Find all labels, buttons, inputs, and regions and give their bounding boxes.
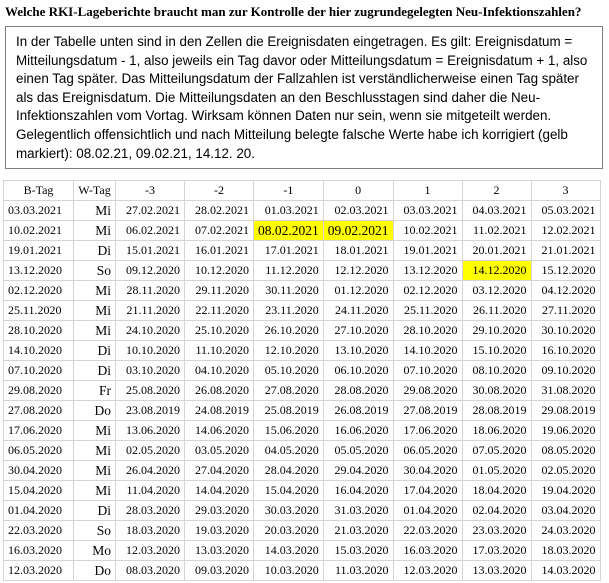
header-cell[interactable]: -1 xyxy=(254,181,324,201)
date-cell[interactable]: 20.01.2021 xyxy=(462,241,531,261)
date-cell[interactable]: 30.08.2020 xyxy=(462,381,531,401)
date-cell[interactable]: 18.06.2020 xyxy=(462,421,531,441)
date-cell[interactable]: 17.04.2020 xyxy=(393,481,462,501)
date-cell[interactable]: 11.03.2020 xyxy=(323,561,393,581)
table-row xyxy=(4,481,601,501)
date-cell[interactable]: 06.05.2020 xyxy=(393,441,462,461)
date-cell[interactable]: 05.05.2020 xyxy=(323,441,393,461)
date-cell[interactable]: 18.01.2021 xyxy=(323,241,393,261)
table-row xyxy=(4,561,601,581)
date-cell[interactable]: 10.12.2020 xyxy=(185,261,254,281)
table-row xyxy=(4,401,601,421)
date-cell[interactable]: 17.03.2020 xyxy=(462,541,531,561)
date-cell[interactable]: 30.11.2020 xyxy=(254,281,324,301)
date-cell[interactable]: 30.10.2020 xyxy=(531,321,600,341)
date-cell[interactable]: 29.08.2019 xyxy=(531,401,600,421)
wtag-cell[interactable]: Di xyxy=(74,361,116,381)
date-cell[interactable]: 15.01.2021 xyxy=(116,241,185,261)
date-cell[interactable]: 27.10.2020 xyxy=(323,321,393,341)
date-cell[interactable]: 21.11.2020 xyxy=(116,301,185,321)
date-cell[interactable]: 07.02.2021 xyxy=(185,221,254,241)
date-cell[interactable]: 19.03.2020 xyxy=(185,521,254,541)
header-cell[interactable]: -2 xyxy=(185,181,254,201)
date-cell[interactable]: 25.10.2020 xyxy=(185,321,254,341)
textbox-line: markiert): 08.02.21, 09.02.21, 14.12. 20. xyxy=(16,145,255,161)
date-cell[interactable]: 02.05.2020 xyxy=(531,461,600,481)
date-cell[interactable]: 10.03.2020 xyxy=(254,561,324,581)
date-cell[interactable]: 18.03.2020 xyxy=(116,521,185,541)
date-cell[interactable]: 26.10.2020 xyxy=(254,321,324,341)
date-cell[interactable]: 01.04.2020 xyxy=(393,501,462,521)
sheet-title: Welche RKI-Lageberichte braucht man zur Kontrolle der hier zugrundegelegten Neu-Infektionszahlen? xyxy=(5,4,582,19)
wtag-cell[interactable]: Di xyxy=(74,241,116,261)
date-cell[interactable]: 12.02.2021 xyxy=(531,221,600,241)
explanation-textbox[interactable] xyxy=(5,26,603,169)
date-cell[interactable]: 08.03.2020 xyxy=(116,561,185,581)
btag-cell[interactable]: 13.12.2020 xyxy=(4,261,74,281)
btag-cell[interactable]: 27.08.2020 xyxy=(4,401,74,421)
date-cell[interactable]: 28.02.2021 xyxy=(185,201,254,221)
date-cell[interactable]: 07.05.2020 xyxy=(462,441,531,461)
wtag-cell[interactable]: Do xyxy=(74,561,116,581)
date-cell[interactable]: 29.11.2020 xyxy=(185,281,254,301)
date-cell[interactable]: 13.06.2020 xyxy=(116,421,185,441)
wtag-cell[interactable]: Mi xyxy=(74,461,116,481)
wtag-cell[interactable]: Fr xyxy=(74,381,116,401)
date-cell[interactable]: 27.02.2021 xyxy=(116,201,185,221)
table-row xyxy=(4,521,601,541)
date-cell[interactable]: 16.10.2020 xyxy=(531,341,600,361)
table-row xyxy=(4,421,601,441)
table-row xyxy=(4,301,601,321)
wtag-cell[interactable]: Do xyxy=(74,401,116,421)
date-cell[interactable]: 25.08.2019 xyxy=(254,401,324,421)
date-cell[interactable]: 22.03.2020 xyxy=(393,521,462,541)
date-cell[interactable]: 03.03.2021 xyxy=(393,201,462,221)
date-cell[interactable]: 15.12.2020 xyxy=(531,261,600,281)
wtag-cell[interactable]: Mo xyxy=(74,541,116,561)
date-cell[interactable]: 06.10.2020 xyxy=(323,361,393,381)
header-cell[interactable]: 0 xyxy=(323,181,393,201)
date-cell[interactable]: 04.05.2020 xyxy=(254,441,324,461)
btag-cell[interactable]: 16.03.2020 xyxy=(4,541,74,561)
date-cell[interactable]: 23.11.2020 xyxy=(254,301,324,321)
date-cell[interactable]: 30.03.2020 xyxy=(254,501,324,521)
header-cell[interactable]: 1 xyxy=(393,181,462,201)
btag-cell[interactable]: 10.02.2021 xyxy=(4,221,74,241)
date-cell[interactable]: 11.12.2020 xyxy=(254,261,324,281)
date-cell[interactable]: 14.04.2020 xyxy=(185,481,254,501)
table-row xyxy=(4,501,601,521)
wtag-cell[interactable]: Di xyxy=(74,341,116,361)
btag-cell[interactable]: 06.05.2020 xyxy=(4,441,74,461)
textbox-line: als das Ereignisdatum. Die Mitteilungsdaten an den Beschlusstagen sind daher die Neu- xyxy=(16,89,541,105)
table-row xyxy=(4,221,601,241)
date-cell[interactable]: 17.01.2021 xyxy=(254,241,324,261)
date-cell[interactable]: 14.03.2020 xyxy=(531,561,600,581)
date-cell[interactable]: 18.04.2020 xyxy=(462,481,531,501)
date-cell[interactable]: 20.03.2020 xyxy=(254,521,324,541)
date-cell[interactable]: 12.03.2020 xyxy=(393,561,462,581)
date-cell[interactable]: 26.08.2020 xyxy=(185,381,254,401)
date-cell[interactable]: 29.03.2020 xyxy=(185,501,254,521)
date-cell[interactable]: 14.10.2020 xyxy=(393,341,462,361)
header-row xyxy=(4,181,601,201)
btag-cell[interactable]: 14.10.2020 xyxy=(4,341,74,361)
date-cell[interactable]: 13.10.2020 xyxy=(323,341,393,361)
table-row xyxy=(4,241,601,261)
btag-cell[interactable]: 07.10.2020 xyxy=(4,361,74,381)
date-cell[interactable]: 05.03.2021 xyxy=(531,201,600,221)
btag-cell[interactable]: 12.03.2020 xyxy=(4,561,74,581)
date-cell[interactable]: 05.10.2020 xyxy=(254,361,324,381)
date-cell[interactable]: 29.04.2020 xyxy=(323,461,393,481)
table-row xyxy=(4,261,601,281)
date-cell[interactable]: 04.12.2020 xyxy=(531,281,600,301)
date-cell[interactable]: 24.08.2019 xyxy=(185,401,254,421)
date-cell[interactable]: 29.10.2020 xyxy=(462,321,531,341)
date-cell[interactable]: 27.11.2020 xyxy=(531,301,600,321)
table-row xyxy=(4,341,601,361)
date-cell[interactable]: 01.12.2020 xyxy=(323,281,393,301)
date-cell[interactable]: 25.11.2020 xyxy=(393,301,462,321)
date-cell[interactable]: 26.04.2020 xyxy=(116,461,185,481)
date-cell[interactable]: 12.10.2020 xyxy=(254,341,324,361)
header-cell[interactable]: W-Tag xyxy=(74,181,116,201)
date-cell[interactable]: 24.10.2020 xyxy=(116,321,185,341)
date-cell[interactable]: 13.12.2020 xyxy=(393,261,462,281)
btag-cell[interactable]: 22.03.2020 xyxy=(4,521,74,541)
date-cell[interactable]: 16.01.2021 xyxy=(185,241,254,261)
btag-cell[interactable]: 02.12.2020 xyxy=(4,281,74,301)
date-cell[interactable]: 14.06.2020 xyxy=(185,421,254,441)
btag-cell[interactable]: 19.01.2021 xyxy=(4,241,74,261)
date-cell[interactable]: 10.10.2020 xyxy=(116,341,185,361)
wtag-cell[interactable]: So xyxy=(74,521,116,541)
date-cell[interactable]: 29.08.2020 xyxy=(393,381,462,401)
textbox-line: In der Tabelle unten sind in den Zellen die Ereignisdaten eingetragen. Es gilt: Ereignisdatum = xyxy=(16,34,573,49)
date-cell[interactable]: 15.06.2020 xyxy=(254,421,324,441)
date-cell[interactable]: 28.03.2020 xyxy=(116,501,185,521)
date-cell[interactable]: 30.04.2020 xyxy=(393,461,462,481)
date-cell[interactable]: 11.10.2020 xyxy=(185,341,254,361)
date-cell[interactable]: 16.04.2020 xyxy=(323,481,393,501)
wtag-cell[interactable]: So xyxy=(74,261,116,281)
wtag-cell[interactable]: Mi xyxy=(74,201,116,221)
date-cell[interactable]: 02.05.2020 xyxy=(116,441,185,461)
date-cell[interactable]: 07.10.2020 xyxy=(393,361,462,381)
date-cell[interactable]: 23.03.2020 xyxy=(462,521,531,541)
date-cell[interactable]: 26.11.2020 xyxy=(462,301,531,321)
wtag-cell[interactable]: Mi xyxy=(74,281,116,301)
date-cell[interactable]: 19.01.2021 xyxy=(393,241,462,261)
date-cell[interactable]: 08.10.2020 xyxy=(462,361,531,381)
date-cell[interactable]: 04.03.2021 xyxy=(462,201,531,221)
date-cell[interactable]: 26.08.2019 xyxy=(323,401,393,421)
date-cell[interactable]: 23.08.2019 xyxy=(116,401,185,421)
table-row xyxy=(4,321,601,341)
date-cell[interactable]: 21.01.2021 xyxy=(531,241,600,261)
date-cell[interactable]: 02.12.2020 xyxy=(393,281,462,301)
wtag-cell[interactable]: Mi xyxy=(74,441,116,461)
date-cell[interactable]: 03.12.2020 xyxy=(462,281,531,301)
date-cell[interactable]: 04.10.2020 xyxy=(185,361,254,381)
date-cell[interactable]: 18.03.2020 xyxy=(531,541,600,561)
date-cell[interactable]: 09.02.2021 xyxy=(323,221,393,241)
date-cell[interactable]: 02.03.2021 xyxy=(323,201,393,221)
date-table xyxy=(3,180,601,581)
date-cell[interactable]: 08.02.2021 xyxy=(254,221,324,241)
header-cell[interactable]: 3 xyxy=(531,181,600,201)
date-cell[interactable]: 02.04.2020 xyxy=(462,501,531,521)
textbox-line: einen Tag später. Das Mitteilungsdatum der Fallzahlen ist verständlicherweise einen Tag später xyxy=(16,71,579,87)
header-cell[interactable]: -3 xyxy=(116,181,185,201)
date-cell[interactable]: 15.04.2020 xyxy=(254,481,324,501)
table-row xyxy=(4,461,601,481)
date-cell[interactable]: 27.08.2020 xyxy=(254,381,324,401)
date-cell[interactable]: 14.03.2020 xyxy=(254,541,324,561)
wtag-cell[interactable]: Mi xyxy=(74,421,116,441)
btag-cell[interactable]: 01.04.2020 xyxy=(4,501,74,521)
date-cell[interactable]: 28.04.2020 xyxy=(254,461,324,481)
btag-cell[interactable]: 29.08.2020 xyxy=(4,381,74,401)
date-cell[interactable]: 01.05.2020 xyxy=(462,461,531,481)
date-cell[interactable]: 09.03.2020 xyxy=(185,561,254,581)
date-cell[interactable]: 28.08.2020 xyxy=(323,381,393,401)
textbox-line: Mitteilungsdatum - 1, also jeweils ein Tag davor oder Mitteilungsdatum = Ereignisdatum + 1, also xyxy=(16,52,588,68)
date-cell[interactable]: 21.03.2020 xyxy=(323,521,393,541)
wtag-cell[interactable]: Mi xyxy=(74,321,116,341)
date-cell[interactable]: 09.12.2020 xyxy=(116,261,185,281)
textbox-line: Infektionszahlen vom Vortag. Wirksam können Daten nur sein, wenn sie mitgeteilt werden. xyxy=(16,108,552,124)
date-cell[interactable]: 24.03.2020 xyxy=(531,521,600,541)
btag-cell[interactable]: 28.10.2020 xyxy=(4,321,74,341)
table-row xyxy=(4,441,601,461)
btag-cell[interactable]: 17.06.2020 xyxy=(4,421,74,441)
header-cell[interactable]: 2 xyxy=(462,181,531,201)
table-row xyxy=(4,541,601,561)
date-cell[interactable]: 24.11.2020 xyxy=(323,301,393,321)
table-row xyxy=(4,201,601,221)
date-cell[interactable]: 06.02.2021 xyxy=(116,221,185,241)
date-cell[interactable]: 17.06.2020 xyxy=(393,421,462,441)
date-cell[interactable]: 31.08.2020 xyxy=(531,381,600,401)
date-cell[interactable]: 16.03.2020 xyxy=(393,541,462,561)
date-cell[interactable]: 22.11.2020 xyxy=(185,301,254,321)
date-cell[interactable]: 01.03.2021 xyxy=(254,201,324,221)
btag-cell[interactable]: 25.11.2020 xyxy=(4,301,74,321)
header-cell[interactable]: B-Tag xyxy=(4,181,74,201)
date-cell[interactable]: 27.04.2020 xyxy=(185,461,254,481)
btag-cell[interactable]: 15.04.2020 xyxy=(4,481,74,501)
date-cell[interactable]: 15.10.2020 xyxy=(462,341,531,361)
wtag-cell[interactable]: Mi xyxy=(74,221,116,241)
date-cell[interactable]: 19.06.2020 xyxy=(531,421,600,441)
date-cell[interactable]: 12.12.2020 xyxy=(323,261,393,281)
date-cell[interactable]: 11.02.2021 xyxy=(462,221,531,241)
btag-cell[interactable]: 03.03.2021 xyxy=(4,201,74,221)
date-cell[interactable]: 08.05.2020 xyxy=(531,441,600,461)
date-cell[interactable]: 11.04.2020 xyxy=(116,481,185,501)
table-row xyxy=(4,281,601,301)
date-cell[interactable]: 15.03.2020 xyxy=(323,541,393,561)
date-cell[interactable]: 10.02.2021 xyxy=(393,221,462,241)
table-row xyxy=(4,361,601,381)
date-cell[interactable]: 12.03.2020 xyxy=(116,541,185,561)
date-cell[interactable]: 14.12.2020 xyxy=(462,261,531,281)
date-cell[interactable]: 09.10.2020 xyxy=(531,361,600,381)
date-cell[interactable]: 28.08.2019 xyxy=(462,401,531,421)
textbox-line: Gelegentlich offensichtlich und nach Mitteilung belegte falsche Werte habe ich korrigiert (gelb xyxy=(16,126,568,142)
date-cell[interactable]: 03.10.2020 xyxy=(116,361,185,381)
date-cell[interactable]: 03.04.2020 xyxy=(531,501,600,521)
wtag-cell[interactable]: Di xyxy=(74,501,116,521)
date-cell[interactable]: 13.03.2020 xyxy=(185,541,254,561)
wtag-cell[interactable]: Mi xyxy=(74,301,116,321)
date-cell[interactable]: 13.03.2020 xyxy=(462,561,531,581)
btag-cell[interactable]: 30.04.2020 xyxy=(4,461,74,481)
wtag-cell[interactable]: Mi xyxy=(74,481,116,501)
date-cell[interactable]: 27.08.2019 xyxy=(393,401,462,421)
date-cell[interactable]: 28.10.2020 xyxy=(393,321,462,341)
date-cell[interactable]: 25.08.2020 xyxy=(116,381,185,401)
date-cell[interactable]: 28.11.2020 xyxy=(116,281,185,301)
date-cell[interactable]: 16.06.2020 xyxy=(323,421,393,441)
table-row xyxy=(4,381,601,401)
date-cell[interactable]: 03.05.2020 xyxy=(185,441,254,461)
date-cell[interactable]: 31.03.2020 xyxy=(323,501,393,521)
date-cell[interactable]: 19.04.2020 xyxy=(531,481,600,501)
